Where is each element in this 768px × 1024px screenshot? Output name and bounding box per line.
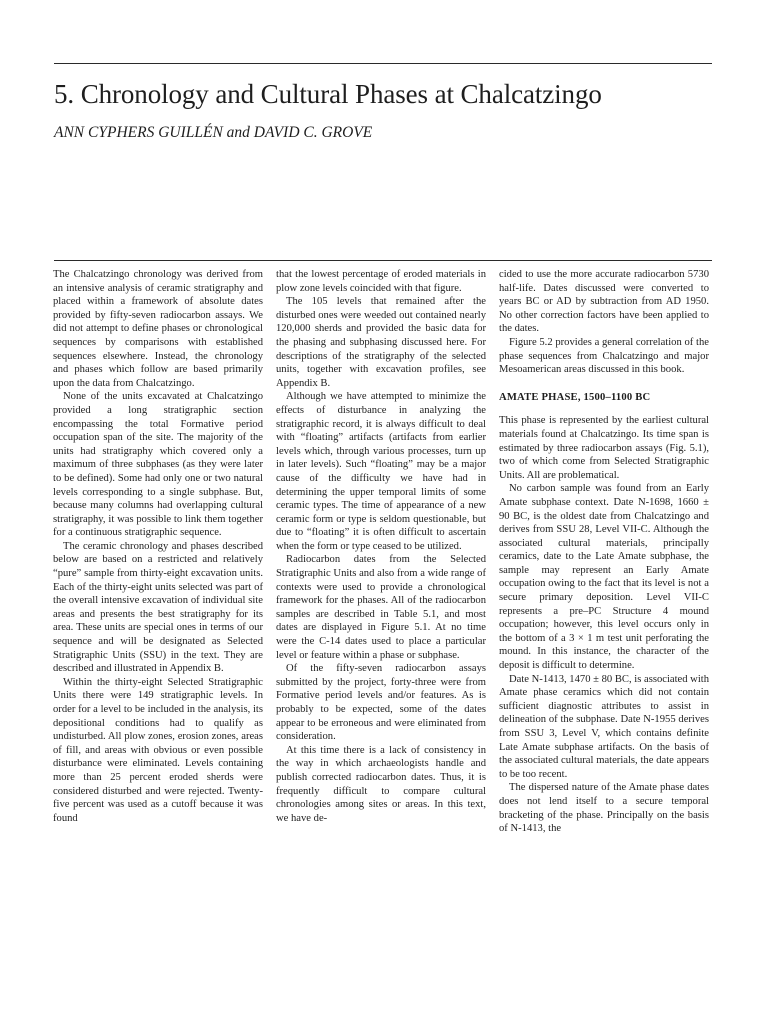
paragraph: cided to use the more accurate radiocarbon 5730 half-life. Dates discussed were converted to years BC or AD by subtraction from AD 1950. No other correction factors have been applied to the dates.: [499, 269, 709, 335]
paragraph: that the lowest percentage of eroded materials in plow zone levels coincided with that figure.: [276, 269, 486, 294]
paragraph: Date N-1413, 1470 ± 80 BC, is associated with Amate phase ceramics which did not contain sufficient diagnostic attributes to assist in delineation of the subphase. Date N-1955 derives from SSU 3, Level V, which contains definite Late Amate subphase artifacts. On the basis of the associated cultural materials, the date appears to be too recent.: [499, 673, 710, 780]
paragraph: Although we have attempted to minimize the effects of disturbance in analyzing the stratigraphic record, it is always difficult to deal with “floating” artifacts (artifacts from earlier levels which, through various processes, turn up in later levels). Such “floating” may be a major cause of the difficulty we have had in determining the upper temporal limits of some ceramic types. The time of appearance of a new ceramic form or type is seldom questionable, but due to “floating” it is often difficult to ascertain when the form or type ceased to be utilized.: [276, 391, 486, 552]
paragraph: The ceramic chronology and phases described below are based on a restricted and relatively “pure” sample from thirty-eight excavation units. Each of the thirty-eight units selected was part of the overall intensive excavation of individual site areas and presents the best stratigraphy for its area. These units are special ones in terms of our sequence and will be designated as Selected Stratigraphic Units (SSU) in the text. They are described and illustrated in Appendix B.: [53, 540, 263, 675]
chapter-authors: ANN CYPHERS GUILLÉN and DAVID C. GROVE: [54, 124, 373, 141]
section-heading: AMATE PHASE, 1500–1100 BC: [499, 391, 651, 403]
paragraph: No carbon sample was found from an Early Amate subphase context. Date N-1698, 1660 ± 90 BC, is the oldest date from Chalcatzingo and derives from SSU 28, Level VII-C. Although the associated cultural materials, principally ceramics, date to the Late Amate subphase, the sample may represent an Early Amate occupation owing to the fact that its level is not a secure primary deposition. Level VII-C represents a pre–PC Structure 4 mound occupation; however, this level occurs only in the bottom of a 3 × 1 m test unit perforating the mound. In this instance, the character of the deposit is difficult to determine.: [499, 483, 709, 672]
paragraph: This phase is represented by the earliest cultural materials found at Chalcatzingo. Its time span is estimated by three radiocarbon assays (Fig. 5.1), two of which come from Selected Stratigraphic Units. All are problematical.: [499, 415, 709, 481]
paragraph: None of the units excavated at Chalcatzingo provided a long stratigraphic section encompassing the total Formative period occupation span of the site. The majority of the units had stratigraphy which covered only a maximum of three subphases (as they were later to be defined). Some had only one or two natural levels corresponding to a single subphase. But, because many columns had overlapping cultural stratigraphy, it was possible to link them together for a continuous stratigraphic sequence.: [53, 391, 263, 539]
paragraph: Figure 5.2 provides a general correlation of the phase sequences from Chalcatzingo and major Mesoamerican areas discussed in this book.: [499, 336, 709, 376]
text-column-3: [499, 268, 709, 836]
text-column-1: [53, 268, 263, 825]
paragraph: Radiocarbon dates from the Selected Stratigraphic Units and also from a wide range of contexts were used to provide a chronological framework for the phases. All of the radiocarbon samples are described in Table 5.1, and most dates are displayed in Figure 5.1. At no time were the C-14 dates used to place a particular level or feature within a phase or subphase.: [276, 554, 486, 661]
text-column-2: [276, 268, 486, 825]
header-divider-rule: [54, 260, 712, 261]
paragraph: The 105 levels that remained after the disturbed ones were weeded out contained nearly 120,000 sherds and provided the basic data for the phasing and subphasing discussed here. For descriptions of the stratigraphy of the selected units, together with excavation profiles, see Appendix B.: [276, 296, 486, 389]
paragraph: The dispersed nature of the Amate phase dates does not lend itself to a secure temporal bracketing of the phase. Principally on the basis of N-1413, the: [499, 782, 709, 835]
top-rule: [54, 63, 712, 64]
paragraph: The Chalcatzingo chronology was derived from an intensive analysis of ceramic stratigraphy and placed within a framework of absolute dates provided by fifty-seven radiocarbon assays. We did not attempt to define phases or chronological sequences by comparisons with established sequences elsewhere. Instead, the chronology and phases which follow are based primarily upon the data from Chalcatzingo.: [53, 269, 263, 389]
paragraph: Of the fifty-seven radiocarbon assays submitted by the project, forty-three were from Formative period levels and/or features. As is probably to be expected, some of the dates appear to be erroneous and were eliminated from consideration.: [276, 663, 486, 743]
paragraph: At this time there is a lack of consistency in the way in which archaeologists handle and publish corrected radiocarbon dates. Thus, it is frequently difficult to compare cultural chronologies among sites or areas. In this text, we have de-: [276, 744, 486, 824]
paragraph: Within the thirty-eight Selected Stratigraphic Units there were 149 stratigraphic levels. In order for a level to be included in the analysis, its depositional conditions had to qualify as undisturbed. All plow zones, erosion zones, areas of fill, and areas with obvious or even possible disturbance were eliminated. Levels containing more than 25 percent eroded sherds were considered disturbed and were rejected. Twenty-five percent was used as a cutoff because it was found: [53, 676, 263, 824]
chapter-title: 5. Chronology and Cultural Phases at Chalcatzingo: [54, 79, 602, 109]
